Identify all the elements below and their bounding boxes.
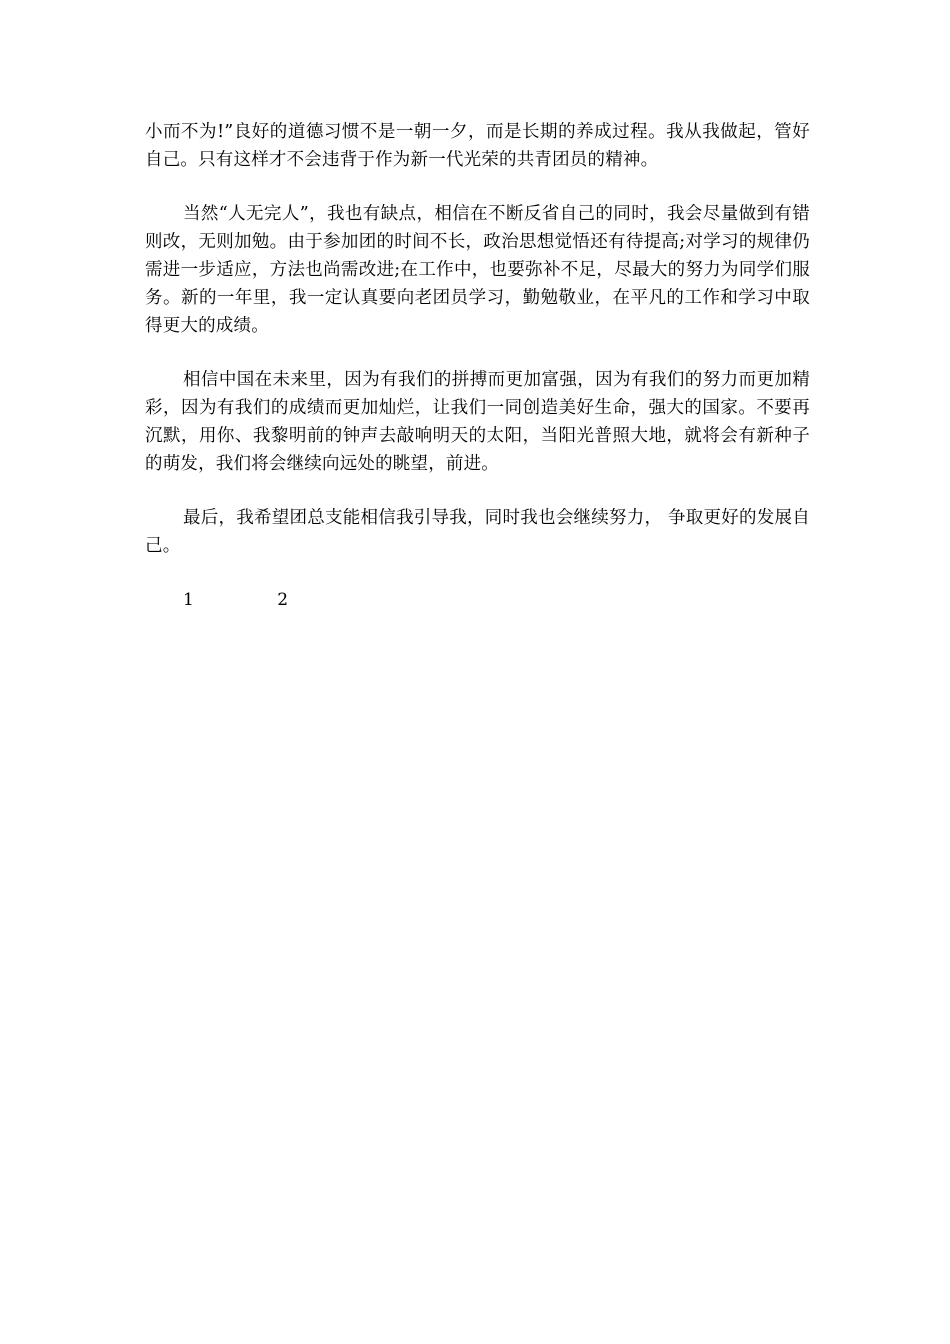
page-number-links: [145, 586, 810, 614]
paragraph-2: 当然“人无完人”，我也有缺点，相信在不断反省自己的同时，我会尽量做到有错则改，无则加勉。由于参加团的时间不长，政治思想觉悟还有待提高;对学习的规律仍需进一步适应，方法也尚需改进;在工作中，也要弥补不足，尽最大的努力为同学们服务。新的一年里，我一定认真要向老团员学习，勤勉敬业，在平凡的工作和学习中取得更大的成绩。: [145, 204, 810, 336]
paragraph-1: 小而不为!”良好的道德习惯不是一朝一夕，而是长期的养成过程。我从我做起，管好自己。只有这样才不会违背于作为新一代光荣的共青团员的精神。: [145, 122, 810, 170]
paragraph-3: 相信中国在未来里，因为有我们的拼搏而更加富强，因为有我们的努力而更加精彩，因为有我们的成绩而更加灿烂，让我们一同创造美好生命，强大的国家。不要再沉默，用你、我黎明前的钟声去敲响明天的太阳，当阳光普照大地，就将会有新种子的萌发，我们将会继续向远处的眺望，前进。: [145, 370, 810, 474]
page-number-1[interactable]: 1: [183, 590, 194, 610]
document-body: [145, 118, 810, 614]
page-number-2[interactable]: 2: [277, 590, 289, 610]
paragraph-4: 最后，我希望团总支能相信我引导我，同时我也会继续努力， 争取更好的发展自己。: [145, 508, 810, 556]
